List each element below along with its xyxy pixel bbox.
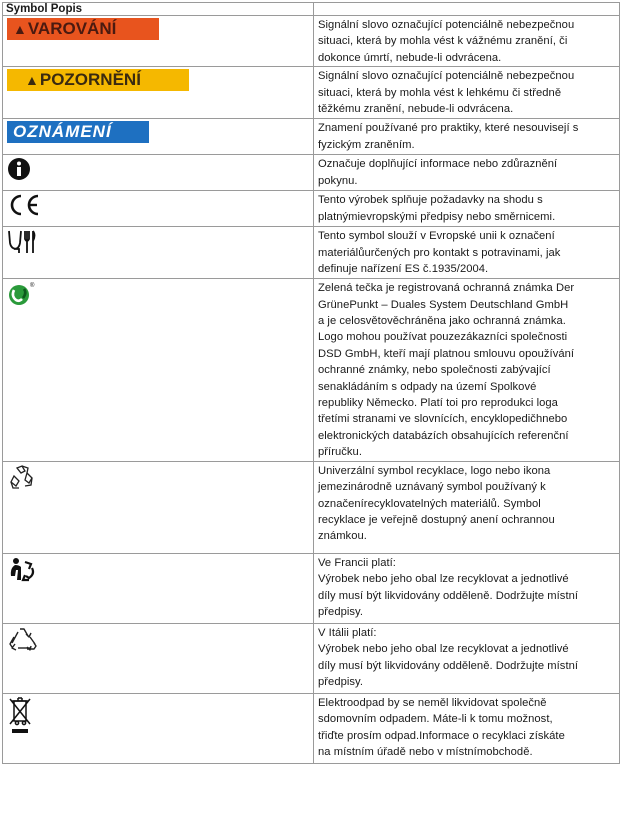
- table-row: [3, 623, 620, 693]
- caution-badge: ▲POZORNĚNÍ: [7, 69, 189, 91]
- description-line: definuje nařízení ES č.1935/2004.: [318, 263, 489, 276]
- table-row: [3, 553, 620, 623]
- ce-mark-icon: [7, 193, 313, 217]
- weee-bin-icon: [7, 696, 313, 736]
- symbol-cell: [3, 461, 314, 553]
- description-line: Znamení používané pro praktiky, které nesouvisejí s: [318, 122, 579, 135]
- header-row: [3, 3, 620, 16]
- description-line: známkou.: [318, 530, 367, 543]
- symbol-cell: [3, 623, 314, 693]
- description-line: díly musí být likvidovány odděleně. Dodržujte místní: [318, 659, 579, 672]
- description-line: předpisy.: [318, 675, 364, 688]
- description-line: označenírecyklovatelných materiálů. Symbol: [318, 497, 541, 510]
- description-line: třiďte prosím odpad.Informace o recyklaci získáte: [318, 729, 565, 742]
- description-line: příručku.: [318, 446, 362, 459]
- food-contact-icon: [7, 229, 313, 255]
- table-row: [3, 67, 620, 119]
- description-cell: [314, 67, 620, 119]
- description-line: a je celosvětověchráněna jako ochranná známka.: [318, 315, 566, 328]
- description-line: třetími stranami ve slovnících, encyklopedičhnebo: [318, 413, 568, 426]
- description-cell: [314, 119, 620, 155]
- description-line: na místním úřadě nebo v místnímobchodě.: [318, 745, 533, 758]
- description-line: DSD GmbH, kteří mají platnou smlouvu opoužívání: [318, 347, 575, 360]
- description-cell: [314, 461, 620, 553]
- header-empty-cell: [314, 3, 620, 16]
- description-line: Tento symbol slouží v Evropské unii k označení: [318, 230, 555, 243]
- table-row: [3, 227, 620, 279]
- symbol-cell: [3, 191, 314, 227]
- description-line: situaci, která by mohla vést k lehkému či středně: [318, 86, 562, 99]
- symbol-cell: [3, 693, 314, 763]
- header-symbol: Symbol: [6, 3, 48, 15]
- description-line: V Itálii platí:: [318, 626, 377, 639]
- description-line: senakládáním s odpady na území Spolkové: [318, 380, 537, 393]
- symbol-cell: [3, 119, 314, 155]
- description-line: jemezinárodně uznávaný symbol používaný k: [318, 481, 546, 494]
- description-line: fyzickým zraněním.: [318, 138, 415, 151]
- description-line: sdomovním odpadem. Máte-li k tomu možnost,: [318, 713, 553, 726]
- description-line: republiky Německo. Platí toi pro reprodukci loga: [318, 397, 558, 410]
- description-line: předpisy.: [318, 605, 364, 618]
- table-row: [3, 461, 620, 553]
- description-line: materiálůurčených pro kontakt s potravinami, jak: [318, 246, 561, 259]
- description-line: Ve Francii platí:: [318, 556, 396, 569]
- description-line: Univerzální symbol recyklace, logo nebo ikona: [318, 464, 551, 477]
- svg-text:®: ®: [30, 283, 35, 290]
- description-line: platnýmievropskými předpisy nebo směrnicemi.: [318, 210, 556, 223]
- table-row: [3, 693, 620, 763]
- description-line: dokonce úmrtí, nebude-li odvrácena.: [318, 51, 502, 64]
- symbol-cell: [3, 279, 314, 461]
- description-line: Elektroodpad by se neměl likvidovat společně: [318, 696, 547, 709]
- symbol-cell: [3, 553, 314, 623]
- description-line: Označuje doplňující informace nebo zdůraznění: [318, 158, 558, 171]
- symbol-cell: [3, 227, 314, 279]
- description-line: díly musí být likvidovány odděleně. Dodržujte místní: [318, 589, 579, 602]
- header-description: Popis: [50, 3, 83, 15]
- description-line: GrünePunkt – Duales System Deutschland GmbH: [318, 298, 569, 311]
- notice-badge: OZNÁMENÍ: [7, 121, 149, 143]
- symbol-cell: [3, 16, 314, 67]
- description-cell: [314, 553, 620, 623]
- symbols-table: [2, 2, 620, 764]
- warning-triangle-icon: ▲: [25, 72, 39, 89]
- description-line: Tento výrobek splňuje požadavky na shodu s: [318, 194, 543, 207]
- description-cell: [314, 279, 620, 461]
- description-line: Signální slovo označující potenciálně nebezpečnou: [318, 70, 575, 83]
- description-line: těžkému zranění, nebude-li odvrácena.: [318, 103, 514, 116]
- table-row: [3, 279, 620, 461]
- header-cell: [3, 3, 314, 16]
- info-icon: [7, 157, 313, 181]
- description-line: ochranné známky, nebo společnosti zabývající: [318, 364, 551, 377]
- recycling-icon: [7, 464, 313, 492]
- description-cell: [314, 155, 620, 191]
- description-cell: [314, 623, 620, 693]
- description-line: recyklace je veřejně dostupný anení ochrannou: [318, 513, 555, 526]
- description-line: pokynu.: [318, 174, 358, 187]
- table-row: [3, 119, 620, 155]
- description-line: Signální slovo označující potenciálně nebezpečnou: [318, 19, 575, 31]
- description-line: Výrobek nebo jeho obal lze recyklovat a jednotlivé: [318, 573, 569, 586]
- table-row: [3, 191, 620, 227]
- description-line: elektronických databázích obsahujících referenční: [318, 429, 569, 442]
- warning-badge: ▲VAROVÁNÍ: [7, 18, 159, 40]
- green-dot-icon: [7, 281, 313, 307]
- table-row: [3, 155, 620, 191]
- triman-icon: [7, 556, 313, 584]
- description-line: Logo mohou používat pouzezákazníci společnosti: [318, 331, 568, 344]
- description-cell: [314, 693, 620, 763]
- description-line: situaci, která by mohla vést k vážnému zranění, či: [318, 35, 568, 48]
- warning-triangle-icon: ▲: [13, 21, 27, 37]
- description-cell: [314, 16, 620, 67]
- description-cell: [314, 191, 620, 227]
- symbol-cell: [3, 155, 314, 191]
- description-cell: [314, 227, 620, 279]
- table-row: [3, 16, 620, 67]
- description-line: Výrobek nebo jeho obal lze recyklovat a jednotlivé: [318, 643, 569, 656]
- description-line: Zelená tečka je registrovaná ochranná známka Der: [318, 282, 575, 295]
- recycling-triangle-icon: [7, 626, 313, 652]
- symbol-cell: [3, 67, 314, 119]
